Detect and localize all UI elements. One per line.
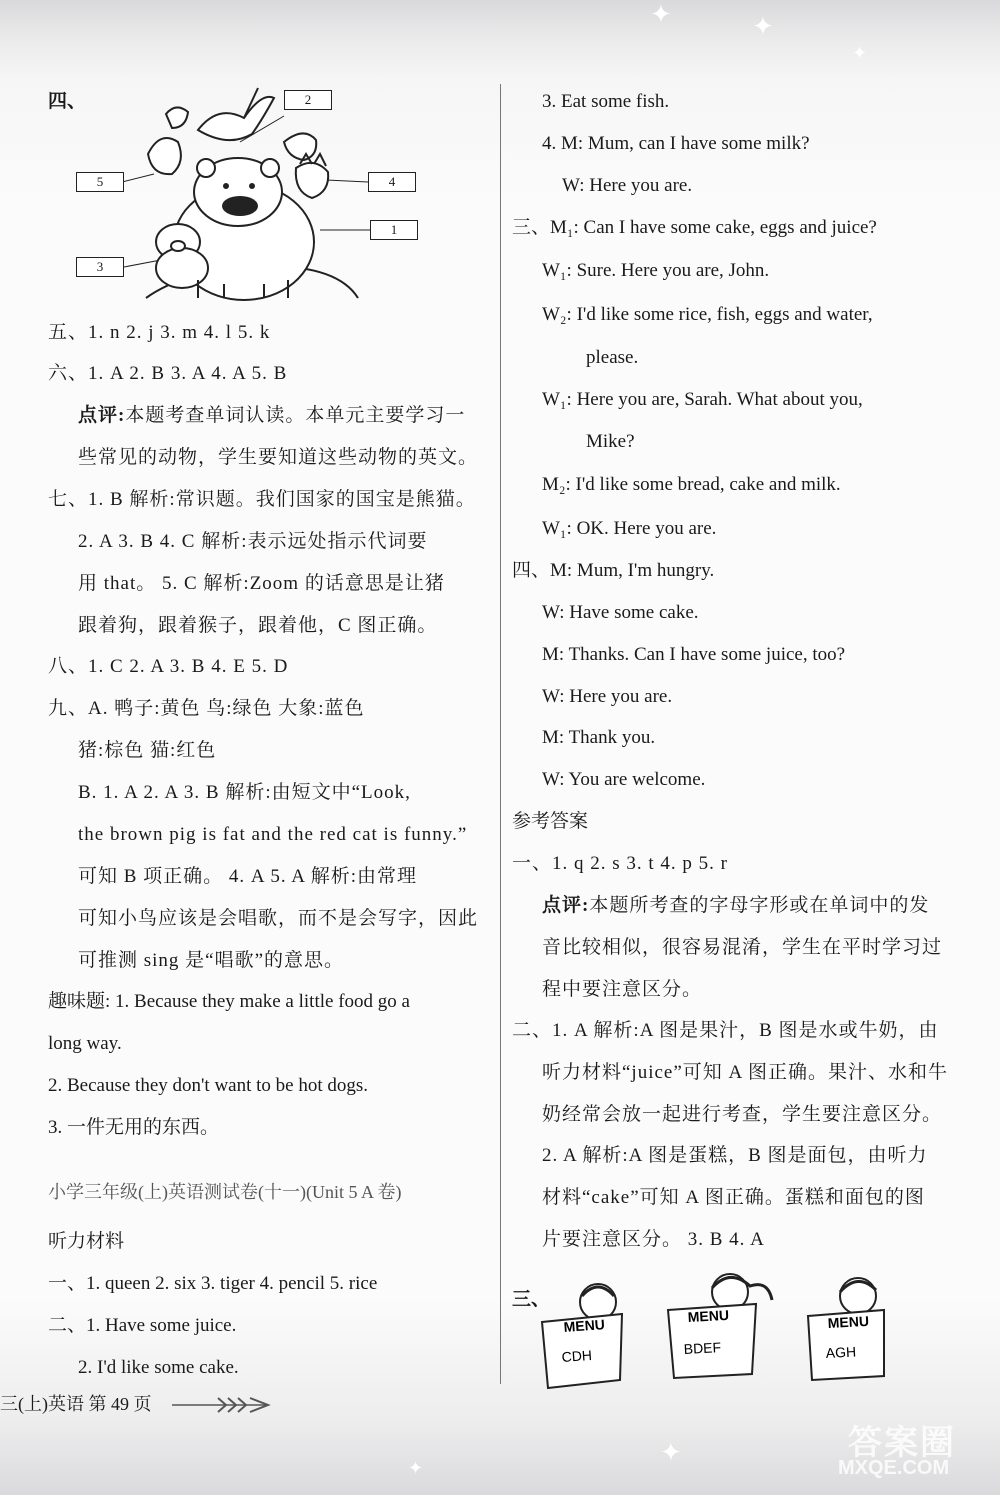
listening-line: W: Here you are.: [562, 175, 693, 196]
arrow-decoration-icon: [172, 1396, 272, 1414]
listening-section-2-line-2: 2. I'd like some cake.: [78, 1357, 239, 1378]
section-9-line-1: 九、A. 鸭子:黄色 鸟:绿色 大象:蓝色: [48, 698, 365, 719]
answer-note-line-3: 程中要注意区分。: [542, 979, 703, 1000]
section-9-line-4: the brown pig is fat and the red cat is funny.”: [78, 824, 468, 845]
animal-picture: [48, 84, 493, 306]
watermark: [828, 1415, 978, 1479]
answer-note-line-2: 音比较相似，很容易混淆，学生在平时学习过: [542, 937, 943, 958]
listening-line: W₂: I'd like some rice, fish, eggs and water,: [542, 304, 873, 325]
label-box-5: 5: [76, 172, 124, 192]
listening-line: 三、M₁: Can I have some cake, eggs and juice?: [512, 217, 877, 238]
section-8-answers: 八、1. C 2. A 3. B 4. E 5. D: [48, 656, 289, 677]
note-label: 点评:: [542, 895, 590, 916]
listening-section-2-line-1: 二、1. Have some juice.: [48, 1315, 237, 1336]
listening-line: W₁: Sure. Here you are, John.: [542, 260, 770, 281]
section-5-answers: 五、1. n 2. j 3. m 4. l 5. k: [48, 322, 271, 343]
answer-section-2-line-2: 听力材料“juice”可知 A 图正确。果汁、水和牛: [542, 1062, 948, 1083]
answer-section-3-label: 三、: [512, 1289, 551, 1310]
answer-section-2-line-1: 二、1. A 解析:A 图是果汁，B 图是水或牛奶，由: [512, 1020, 939, 1041]
section-7-line-3: 用 that。 5. C 解析:Zoom 的话意思是让猪: [78, 573, 445, 594]
label-box-2: 2: [284, 90, 332, 110]
answers-title: 参考答案: [512, 811, 589, 832]
listening-line: W: Have some cake.: [542, 602, 699, 623]
sparkle-icon: ✦: [408, 1458, 424, 1478]
menu-header-1: MENU: [563, 1316, 606, 1335]
answer-section-1: 一、1. q 2. s 3. t 4. p 5. r: [512, 853, 729, 874]
menu-answer-3: AGH: [825, 1343, 857, 1361]
fun-question-line-1: 趣味题: 1. Because they make a little food go a: [48, 991, 410, 1012]
section-6-answers: 六、1. A 2. B 3. A 4. A 5. B: [48, 363, 288, 384]
fun-question-line-2: long way.: [48, 1033, 122, 1054]
answer-section-2-line-4: 2. A 解析:A 图是蛋糕，B 图是面包，由听力: [542, 1145, 928, 1166]
listening-title: 听力材料: [48, 1231, 125, 1252]
column-divider: [500, 84, 501, 1384]
listening-line: 4. M: Mum, can I have some milk?: [542, 133, 810, 154]
children-with-menus: [512, 1270, 957, 1400]
listening-line: W: You are welcome.: [542, 769, 706, 790]
section-7-line-2: 2. A 3. B 4. C 解析:表示远处指示代词要: [78, 531, 428, 552]
sparkle-icon: ✦: [852, 43, 868, 63]
listening-line: M: Thanks. Can I have some juice, too?: [542, 644, 846, 665]
label-box-3: 3: [76, 257, 124, 277]
listening-line: W₁: Here you are, Sarah. What about you,: [542, 389, 863, 410]
test-title: 小学三年级(上)英语测试卷(十一)(Unit 5 A 卷): [48, 1182, 402, 1202]
menu-answer-2: BDEF: [683, 1339, 722, 1357]
menu-header-3: MENU: [827, 1312, 870, 1331]
sparkle-icon: ✦: [660, 1438, 682, 1467]
section-6-note-line-1: 点评:本题考查单词认读。本单元主要学习一: [78, 405, 466, 426]
label-box-1: 1: [370, 220, 418, 240]
listening-section-1: 一、1. queen 2. six 3. tiger 4. pencil 5. rice: [48, 1273, 378, 1294]
menu-header-2: MENU: [687, 1306, 730, 1325]
section-9-line-7: 可推测 sing 是“唱歌”的意思。: [78, 950, 345, 971]
section-9-line-3: B. 1. A 2. A 3. B 解析:由短文中“Look,: [78, 782, 411, 803]
label-box-4: 4: [368, 172, 416, 192]
listening-line: please.: [586, 347, 639, 368]
listening-line: M₂: I'd like some bread, cake and milk.: [542, 474, 841, 495]
section-4-label: 四、: [48, 91, 87, 112]
answer-section-2-line-6: 片要注意区分。 3. B 4. A: [542, 1229, 765, 1250]
fun-question-line-4: 3. 一件无用的东西。: [48, 1117, 220, 1138]
section-9-line-5: 可知 B 项正确。 4. A 5. A 解析:由常理: [78, 866, 417, 887]
listening-line: Mike?: [586, 431, 635, 452]
listening-line: 四、M: Mum, I'm hungry.: [512, 560, 715, 581]
listening-line: M: Thank you.: [542, 727, 656, 748]
note-label: 点评:: [78, 405, 126, 426]
menu-answer-1: CDH: [561, 1346, 593, 1365]
watermark-title: 答案圈: [848, 1424, 956, 1462]
menu-illustrations: [512, 1270, 957, 1400]
section-7-line-1: 七、1. B 解析:常识题。我们国家的国宝是熊猫。: [48, 489, 476, 510]
watermark-url: MXQE.COM: [838, 1457, 950, 1479]
listening-line: W: Here you are.: [542, 686, 673, 707]
answer-note-line-1: 点评:本题所考查的字母字形或在单词中的发: [542, 895, 930, 916]
section-6-note-line-2: 些常见的动物，学生要知道这些动物的英文。: [78, 447, 479, 468]
section-9-line-6: 可知小鸟应该是会唱歌，而不是会写字，因此: [78, 908, 479, 929]
section-7-line-4: 跟着狗，跟着猴子，跟着他，C 图正确。: [78, 615, 438, 636]
answer-section-2-line-3: 奶经常会放一起进行考查，学生要注意区分。: [542, 1104, 943, 1125]
page-number-label: 三(上)英语 第 49 页: [0, 1394, 152, 1414]
listening-line: W₁: OK. Here you are.: [542, 518, 717, 539]
fun-question-line-3: 2. Because they don't want to be hot dogs.: [48, 1075, 369, 1096]
answer-section-2-line-5: 材料“cake”可知 A 图正确。蛋糕和面包的图: [542, 1187, 925, 1208]
sparkle-icon: ✦: [650, 0, 672, 29]
listening-line: 3. Eat some fish.: [542, 91, 670, 112]
sparkle-icon: ✦: [752, 12, 774, 41]
section-9-line-2: 猪:棕色 猫:红色: [78, 740, 217, 761]
